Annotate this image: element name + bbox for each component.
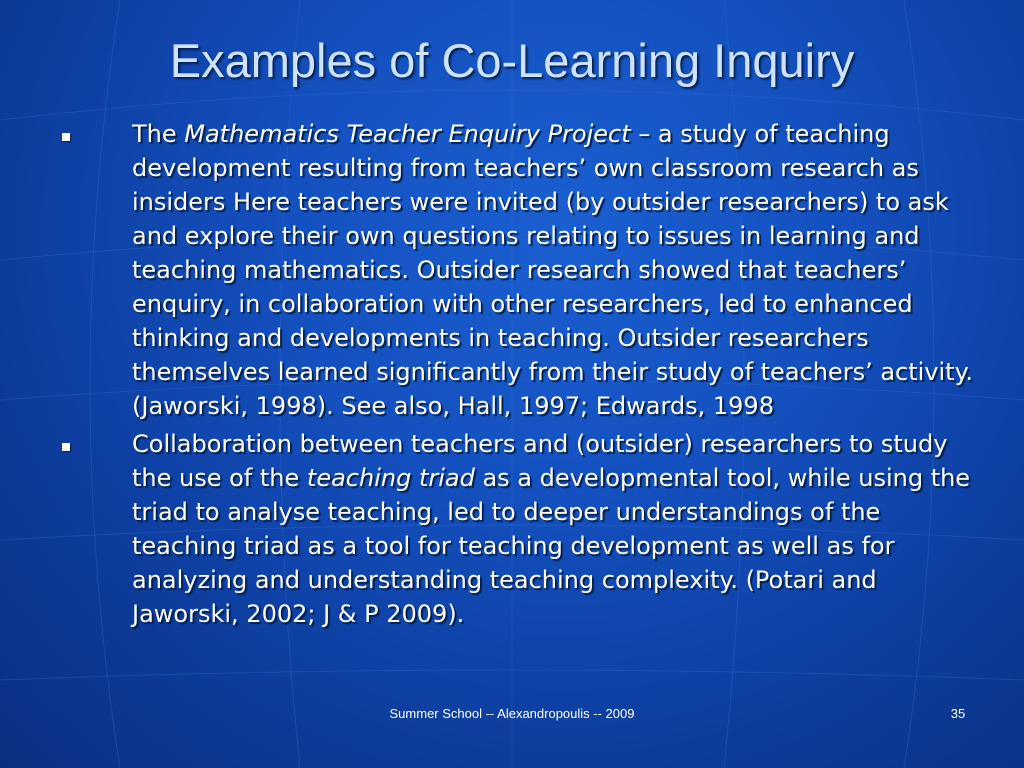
bullet-text-post: – a study of teaching development resulting from teachers’ own classroom research as insiders Here teachers were invited (by outsider researchers) to ask and explore their own questions relating to issues in learning and teaching mathematics. Outsider research showed that teachers’ enquiry, in collaboration with other researchers, led to enhanced thinking and developments in teaching. Outsider researchers themselves learned significantly from their study of teachers’ activity. (Jaworski, 1998). See also, Hall, 1997; Edwards, 1998 — [132, 120, 973, 420]
square-bullet-icon — [62, 133, 70, 141]
bullet-item-2 — [60, 427, 980, 631]
bullet-item-1 — [60, 117, 980, 423]
bullet-text-post: as a developmental tool, while using the triad to analyse teaching, led to deeper understandings of the teaching triad as a tool for teaching development as well as for analyzing and understanding teaching complexity. (Potari and Jaworski, 2002; J & P 2009). — [132, 464, 971, 628]
slide-footer: Summer School -- Alexandropoulis -- 2009 — [389, 706, 635, 721]
square-bullet-icon — [62, 443, 70, 451]
bullet-text-pre: Collaboration between teachers and (outsider) researchers to study the use of the — [132, 430, 948, 492]
project-name: Mathematics Teacher Enquiry Project — [184, 120, 631, 148]
slide-title: Examples of Co-Learning Inquiry — [169, 34, 855, 87]
bullet-text-pre: The — [132, 120, 185, 148]
teaching-triad-term: teaching triad — [306, 464, 475, 492]
page-number: 35 — [950, 706, 966, 721]
bullet-list — [60, 117, 980, 635]
